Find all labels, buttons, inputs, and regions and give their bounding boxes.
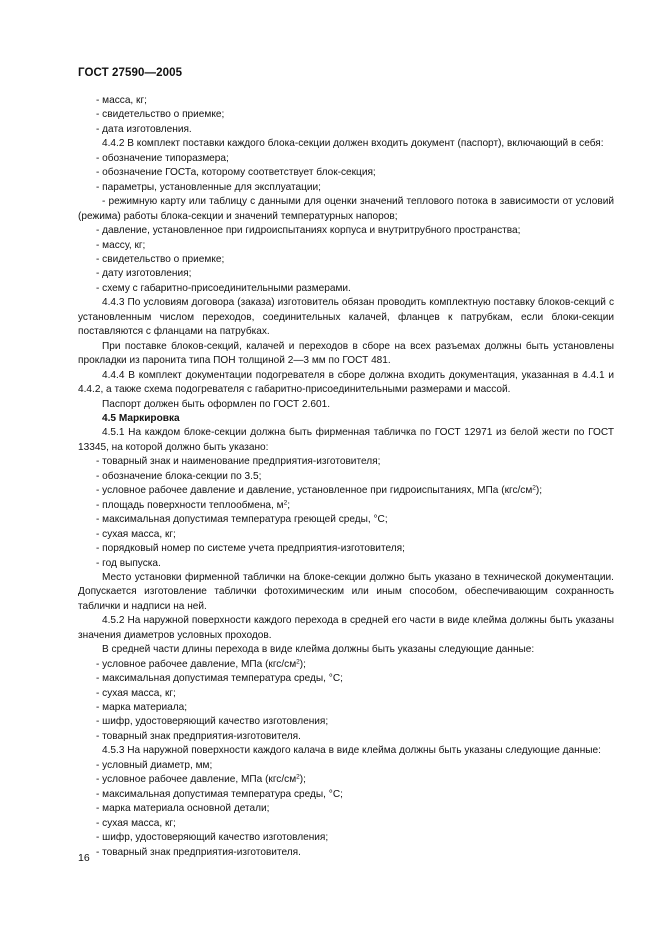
list-item: - марка материала основной детали;	[96, 803, 270, 815]
list-item: - массу, кг;	[96, 239, 146, 251]
superscript: 2	[296, 773, 300, 781]
list-item: - условное рабочее давление, МПа $(кгс/см^2)$;	[96, 658, 306, 670]
list-item: - максимальная допустимая температура среды, °С;	[96, 673, 343, 685]
list-item: - максимальная допустимая температура греющей среды, °С;	[96, 514, 388, 526]
superscript: 2	[296, 658, 300, 666]
superscript: 2	[532, 484, 536, 492]
list-item: - условное рабочее давление, МПа $(кгс/см^2)$;	[96, 773, 306, 786]
list-item: - условное рабочее давление и давление, установленное при гидроиспытаниях, МПа $(кгс/см^2)$;	[96, 484, 543, 497]
list-item: - масса, кг;	[96, 95, 147, 106]
paragraph: - режимную карту или таблицу с данными для оценки значений теплового потока в зависимости от условий (режима) работы блока-секции и значений температурных напоров;	[78, 196, 614, 222]
list-item: - свидетельство о приемке;	[96, 253, 225, 265]
list-item: - товарный знак предприятия-изготовителя.	[96, 846, 301, 858]
paragraph: 4.5.1 На каждом блоке-секции должна быть фирменная табличка по ГОСТ 12971 из белой жести по ГОСТ 13345, на которой должно быть указано:	[78, 427, 614, 453]
paragraph: 4.4.4 В комплект документации подогревателя в сборе должна входить документация, указанная в 4.4.1 и 4.4.2, а также схема подогревателя с габаритно-присоединительными размерами и массой.	[78, 369, 614, 396]
list-item: - шифр, удостоверяющий качество изготовления;	[96, 716, 329, 728]
list-item: - сухая масса, кг;	[96, 687, 176, 699]
list-item: - дату изготовления;	[96, 268, 192, 280]
list-item: - обозначение ГОСТа, которому соответствует блок-секция;	[96, 167, 376, 179]
paragraph: Место установки фирменной таблички на блоке-секции должно быть указано в технической документации. Допускается изготовление таблички фотохимическим или иным способом, обеспечивающим сохранность таблички и надписи на ней.	[78, 571, 614, 612]
superscript: 2	[283, 499, 288, 507]
list-item: - максимальная допустимая температура среды, °С;	[96, 788, 343, 800]
list-item: - площадь поверхности теплообмена, $м^2$;	[96, 499, 291, 511]
list-item: - схему с габаритно-присоединительными размерами.	[96, 282, 351, 294]
list-item: - шифр, удостоверяющий качество изготовления;	[96, 832, 329, 844]
list-item: - параметры, установленные для эксплуатации;	[96, 181, 321, 193]
paragraph: 4.4.3 По условиям договора (заказа) изготовитель обязан проводить комплектную поставку блоков-секций с установленным числом переходов, соединительных калачей, фланцев к патрубкам, если блоки-секции поставляются с фланцами на патрубках.	[78, 297, 614, 338]
paragraph: 4.4.2 В комплект поставки каждого блока-секции должен входить документ (паспорт), включающий в себя:	[102, 138, 604, 150]
list-item: - товарный знак и наименование предприятия-изготовителя;	[96, 456, 381, 468]
list-item: - давление, установленное при гидроиспытаниях корпуса и внутритрубного пространства;	[96, 225, 521, 237]
paragraph: 4.5.2 На наружной поверхности каждого перехода в средней его части в виде клейма должны быть указаны значения диаметров условных проходов.	[78, 615, 614, 641]
page-number: 16	[78, 852, 90, 864]
list-item: - порядковый номер по системе учета предприятия-изготовителя;	[96, 543, 405, 555]
list-item: - сухая масса, кг;	[96, 817, 176, 829]
list-item: - свидетельство о приемке;	[96, 109, 225, 121]
document-header: ГОСТ 27590—2005	[78, 67, 183, 79]
document-body	[78, 94, 614, 860]
section-heading: 4.5 Маркировка	[102, 412, 180, 424]
list-item: - марка материала;	[96, 702, 188, 714]
list-item: - год выпуска.	[96, 557, 161, 569]
list-item: - дата изготовления.	[96, 123, 192, 135]
list-item: - товарный знак предприятия-изготовителя.	[96, 730, 301, 742]
paragraph: 4.5.3 На наружной поверхности каждого калача в виде клейма должны быть указаны следующие данные:	[102, 745, 601, 757]
paragraph: В средней части длины перехода в виде клейма должны быть указаны следующие данные:	[102, 644, 535, 656]
list-item: - обозначение типоразмера;	[96, 152, 229, 164]
list-item: - условный диаметр, мм;	[96, 759, 213, 771]
list-item: - сухая масса, кг;	[96, 528, 176, 540]
list-item: - обозначение блока-секции по 3.5;	[96, 470, 262, 482]
paragraph: При поставке блоков-секций, калачей и переходов в сборе на всех разъемах должны быть установлены прокладки из паронита типа ПОН толщиной 2—3 мм по ГОСТ 481.	[78, 340, 614, 367]
paragraph: Паспорт должен быть оформлен по ГОСТ 2.601.	[102, 398, 331, 410]
